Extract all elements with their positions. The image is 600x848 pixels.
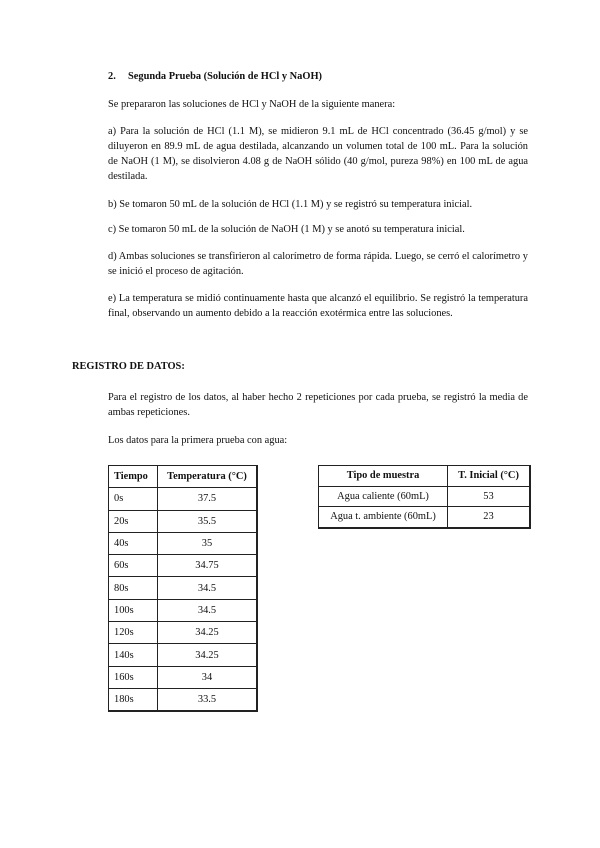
paragraph-intro: Se prepararon las soluciones de HCl y NaOH de la siguiente manera: (108, 99, 396, 110)
table-cell: 34.5 (158, 599, 258, 621)
table-row (109, 555, 258, 577)
table-cell: 53 (448, 486, 531, 507)
paragraph-b: b) Se tomaron 50 mL de la solución de HCl (1.1 M) y se registró su temperatura inicial. (108, 199, 473, 210)
table-row (109, 622, 258, 644)
table-row (319, 486, 531, 507)
table-cell: 80s (109, 577, 158, 599)
table-row (109, 532, 258, 554)
paragraph-d: d) Ambas soluciones se transfirieron al calorímetro de forma rápida. Luego, se cerró el calorímetro y se inició el proceso de agitación. (108, 251, 528, 277)
paragraph-e: e) La temperatura se midió continuamente hasta que alcanzó el equilibrio. Se registró la temperatura final, observando un aumento debido a la reacción exotérmica entre las soluciones. (108, 293, 528, 319)
table-cell: Agua t. ambiente (60mL) (319, 507, 448, 528)
table-row (109, 577, 258, 599)
table-row (109, 644, 258, 666)
table-cell: 140s (109, 644, 158, 666)
table-row (109, 488, 258, 510)
table-cell: 60s (109, 555, 158, 577)
table-cell: 34.25 (158, 622, 258, 644)
table-cell: 34.75 (158, 555, 258, 577)
table-cell: 120s (109, 622, 158, 644)
table-cell: 160s (109, 666, 158, 688)
temperature-time-table (108, 465, 258, 712)
table-cell: 35.5 (158, 510, 258, 532)
section-title: Segunda Prueba (Solución de HCl y NaOH) (128, 71, 322, 82)
table-cell: 34.5 (158, 577, 258, 599)
table-row (109, 510, 258, 532)
table-row (319, 507, 531, 528)
table-cell: Agua caliente (60mL) (319, 486, 448, 507)
column-header: Tipo de muestra (319, 466, 448, 487)
registro-intro: Para el registro de los datos, al haber hecho 2 repeticiones por cada prueba, se registró la media de ambas repeticiones. (108, 392, 528, 418)
table-cell: 34.25 (158, 644, 258, 666)
table-row (109, 666, 258, 688)
paragraph-a: a) Para la solución de HCl (1.1 M), se midieron 9.1 mL de HCl concentrado (36.45 g/mol) y se diluyeron en 89.9 mL de agua destilada, alcanzando un volumen total de 100 mL. Para la solución de NaOH (1 M), se disolvieron 4.08 g de NaOH sólido (40 g/mol, pureza 98%) en 100 mL de agua destilada. (108, 126, 528, 182)
column-header: Temperatura (°C) (158, 466, 258, 488)
table-cell: 37.5 (158, 488, 258, 510)
table-cell: 35 (158, 532, 258, 554)
column-header: T. Inicial (°C) (448, 466, 531, 487)
table-row (109, 599, 258, 621)
table-row (109, 688, 258, 711)
table-cell: 33.5 (158, 688, 258, 711)
table-cell: 100s (109, 599, 158, 621)
table-cell: 180s (109, 688, 158, 711)
registro-heading: REGISTRO DE DATOS: (72, 361, 185, 372)
column-header: Tiempo (109, 466, 158, 488)
initial-temperature-table (318, 465, 531, 529)
registro-lead: Los datos para la primera prueba con agua: (108, 435, 288, 446)
table-cell: 0s (109, 488, 158, 510)
table-cell: 23 (448, 507, 531, 528)
section-number: 2. (108, 71, 116, 82)
paragraph-c: c) Se tomaron 50 mL de la solución de NaOH (1 M) y se anotó su temperatura inicial. (108, 224, 465, 235)
table-cell: 34 (158, 666, 258, 688)
table-cell: 40s (109, 532, 158, 554)
table-cell: 20s (109, 510, 158, 532)
